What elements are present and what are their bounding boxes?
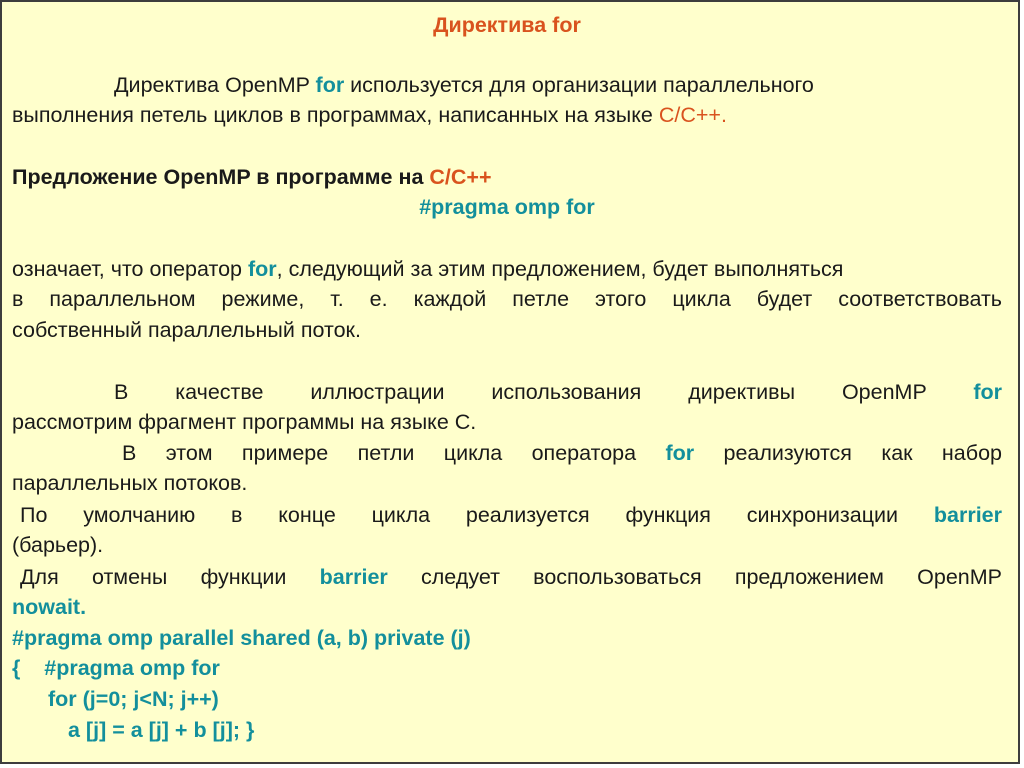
intro-text-a: Директива OpenMP [114,73,316,97]
meaning-line-3: собственный параллельный поток. [12,318,361,342]
illustration-keyword-nowait: nowait. [12,595,87,619]
illustration-line-5 [20,500,1002,530]
illustration-text-f: Для отмены функции [20,565,320,589]
meaning-line-1 [12,254,1002,284]
code-line-3: for (j=0; j<N; j++) [48,687,219,711]
code-line-2: { #pragma omp for [12,656,220,680]
intro-line-2 [12,100,1002,130]
illustration-line-6: (барьер). [12,533,104,557]
meaning-line-2: в параллельном режиме, т. е. каждой петле этого цикла будет соответствовать [12,287,1002,311]
illustration-text-e: По умолчанию в конце цикла реализуется функция синхронизации [20,503,934,527]
meaning-text-b: , следующий за этим предложением, будет выполняться [276,257,844,281]
pragma-line: #pragma omp for [419,195,595,219]
meaning-text-a: означает, что оператор [12,257,248,281]
illustration-keyword-barrier-2: barrier [319,565,388,589]
intro-line-1 [114,70,1002,100]
illustration-line-7 [20,562,1002,592]
sentence-heading-keyword: C/C++ [429,165,492,189]
intro-keyword-cpp: C/C++. [658,103,727,127]
illustration-keyword-for-2: for [665,441,695,465]
illustration-text-a: В качестве иллюстрации использования директивы OpenMP [114,380,974,404]
sentence-heading-text: Предложение OpenMP в программе на [12,165,430,189]
intro-text-c: выполнения петель циклов в программах, написанных на языке [12,103,659,127]
title-prefix: Директива [433,13,553,37]
sentence-heading [12,162,1002,192]
illustration-line-3 [122,438,1002,468]
intro-keyword-for: for [315,73,345,97]
illustration-line-4: параллельных потоков. [12,471,248,495]
code-line-1: #pragma omp parallel shared (a, b) private (j) [12,626,471,650]
meaning-keyword-for: for [247,257,277,281]
illustration-keyword-barrier: barrier [933,503,1002,527]
illustration-line-1 [114,377,1002,407]
title-keyword: for [552,13,581,37]
illustration-line-2: рассмотрим фрагмент программы на языке С. [12,410,477,434]
illustration-text-c: В этом примере петли цикла оператора [122,441,666,465]
code-line-4: a [j] = a [j] + b [j]; } [68,718,255,742]
illustration-text-d: реализуются как набор [694,441,1002,465]
slide-title [12,10,1002,40]
illustration-text-g: следует воспользоваться предложением OpenMP [387,565,1002,589]
illustration-keyword-for: for [973,380,1002,404]
intro-text-b: используется для организации параллельного [344,73,814,97]
